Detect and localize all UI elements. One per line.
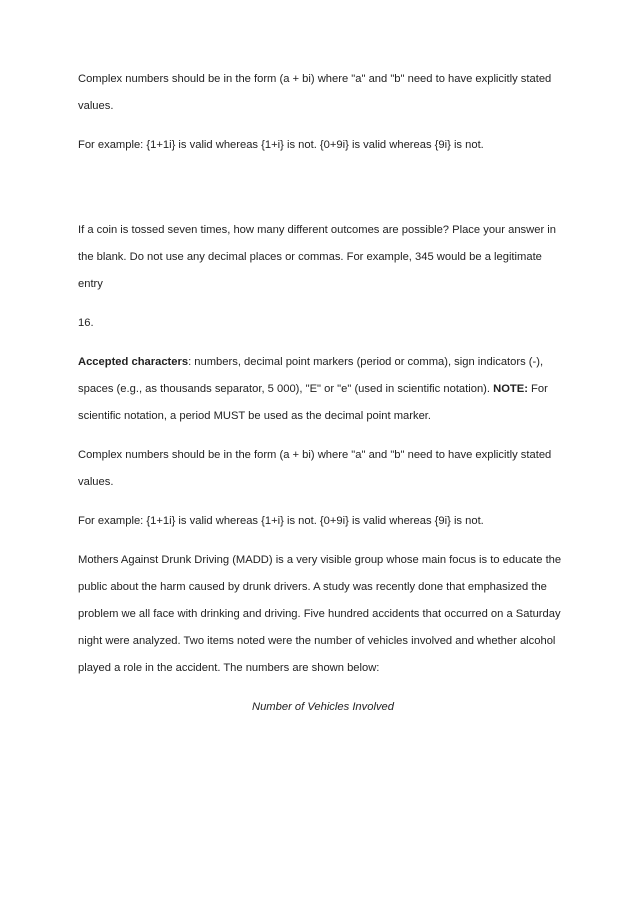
- accepted-characters-label: Accepted characters: [78, 356, 189, 368]
- madd-paragraph: Mothers Against Drunk Driving (MADD) is a very visible group whose main focus is to educate the public about the harm caused by drunk drivers. A study was recently done that emphasized the problem we all face with drinking and driving. Five hundred accidents that occurred on a Saturday night were analyzed. Two items noted were the number of vehicles involved and whether alcohol played a role in the accident. The numbers are shown below:: [78, 554, 562, 674]
- note-text: For scientific notation, a period MUST be used as the decimal point marker.: [78, 383, 548, 422]
- complex-number-note-2: Complex numbers should be in the form (a + bi) where "a" and "b" need to have explicitly stated values.: [78, 449, 552, 488]
- complex-number-example-2: For example: {1+1i} is valid whereas {1+i} is not. {0+9i} is valid whereas {9i} is not.: [78, 515, 484, 527]
- note-label: NOTE:: [493, 383, 528, 395]
- spacer: [78, 171, 568, 217]
- document-page: [78, 66, 568, 733]
- accepted-characters-text: : numbers, decimal point markers (period or comma), sign indicators (-), spaces (e.g., as thousands separator, 5 000), "E" or "e" (used in scientific notation).: [78, 356, 544, 395]
- coin-question: If a coin is tossed seven times, how many different outcomes are possible? Place your answer in the blank. Do not use any decimal places or commas. For example, 345 would be a legitimate entry: [78, 224, 556, 290]
- accepted-characters-note: [78, 349, 568, 430]
- question-number: 16.: [78, 317, 94, 329]
- table-caption: Number of Vehicles Involved: [252, 701, 394, 713]
- complex-number-note: Complex numbers should be in the form (a + bi) where "a" and "b" need to have explicitly stated values.: [78, 73, 552, 112]
- complex-number-example: For example: {1+1i} is valid whereas {1+i} is not. {0+9i} is valid whereas {9i} is not.: [78, 139, 484, 151]
